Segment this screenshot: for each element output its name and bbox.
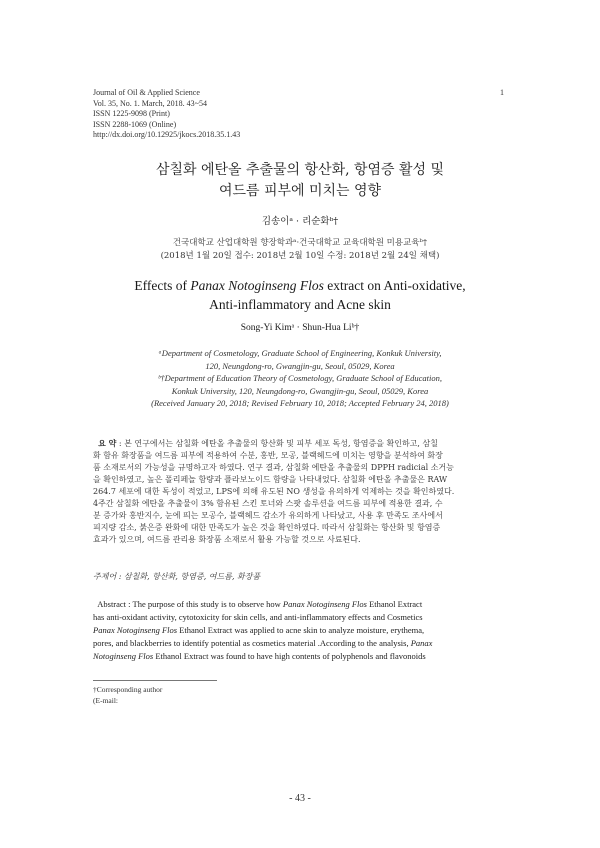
english-affiliation xyxy=(93,347,507,410)
korean-abstract-line: 피지량 감소, 붉은증 완화에 대한 만족도가 높은 것을 확인하였다. 따라서 삼칠화는 항산화 및 항염증 xyxy=(93,523,441,532)
issn-online: ISSN 2288-1069 (Online) xyxy=(93,119,177,129)
affil-a-line1: ᵃDepartment of Cosmetology, Graduate School of Engineering, Konkuk University, xyxy=(158,348,442,358)
abstract-species: Panax Notoginseng Flos xyxy=(282,599,367,609)
english-title-line2: Anti-inflammatory and Acne skin xyxy=(209,297,391,312)
korean-title-line2: 여드름 피부에 미치는 영향 xyxy=(218,183,382,199)
abstract-text: : The purpose of this study is to observe how xyxy=(126,599,283,609)
korean-abstract-line: 품 소재로서의 가능성을 규명하고자 하였다. 연구 결과, 삼칠화 에탄올 추출물의 DPPH radicial 소거능 xyxy=(93,463,454,472)
english-abstract-line1 xyxy=(93,598,507,611)
korean-affiliation-text: 건국대학교 산업대학원 향장학과ᵃ·건국대학교 교육대학원 미용교육ᵇ† xyxy=(172,238,428,248)
abstract-text: Ethanol Extract was applied to acne skin to analyze moisture, erythema, xyxy=(177,625,425,635)
english-title-species: Panax Notoginseng Flos xyxy=(190,278,324,293)
english-abstract xyxy=(93,598,507,663)
korean-authors: 김송이ᵃ · 리순화ᵇ† xyxy=(261,216,339,227)
page-number-bottom: - 43 - xyxy=(289,793,311,804)
footnote-line2: (E-mail: xyxy=(93,696,118,705)
english-received: (Received January 20, 2018; Revised February 10, 2018; Accepted February 24, 2018) xyxy=(151,398,449,408)
korean-title-line1: 삼칠화 에탄올 추출물의 항산화, 항염증 활성 및 xyxy=(155,162,445,178)
english-title-suffix: extract on Anti-oxidative, xyxy=(323,278,466,293)
korean-abstract-text: : 본 연구에서는 삼칠화 에탄올 추출물의 항산화 및 피부 세포 독성, 항염증을 확인하고, 삼칠 xyxy=(118,439,438,448)
abstract-species: Panax xyxy=(410,638,433,648)
affil-b-line1: ᵇ†Department of Education Theory of Cosmetology, Graduate School of Education, xyxy=(158,373,442,383)
english-title-line1 xyxy=(93,276,507,295)
abstract-species: Notoginseng Flos xyxy=(93,651,154,661)
korean-title xyxy=(93,160,507,202)
korean-abstract-line: 화 함유 화장품을 여드름 피부에 적용하여 수분, 홍반, 모공, 블랙헤드에 미치는 영향을 분석하여 화장 xyxy=(93,451,443,460)
abstract-text: pores, and blackberries to identify potential as cosmetics material .According to the analysis, xyxy=(93,638,411,648)
journal-header xyxy=(93,88,240,141)
abstract-species: Panax Notoginseng Flos xyxy=(93,625,178,635)
footnote-line1: †Corresponding author xyxy=(93,685,163,694)
english-authors: Song-Yi Kimᵃ · Shun-Hua Liᵇ† xyxy=(240,323,360,333)
abstract-text: Ethanol Extract was found to have high contents of polyphenols and flavonoids xyxy=(153,651,426,661)
affil-a-line2: 120, Neungdong-ro, Gwangjin-gu, Seoul, 05029, Korea xyxy=(205,360,395,371)
english-abstract-line3 xyxy=(93,624,507,637)
page-number-top: 1 xyxy=(500,88,504,97)
korean-affiliation xyxy=(93,237,507,263)
journal-volume: Vol. 35, No. 1. March, 2018. 43~54 xyxy=(93,98,207,108)
korean-abstract-line xyxy=(93,437,507,450)
korean-abstract-line: 264.7 세포에 대한 독성이 적었고, LPS에 의해 유도된 NO 생성을 유의하게 억제하는 것을 확인하였다. xyxy=(93,487,455,496)
footnote-divider xyxy=(93,680,217,681)
journal-name: Journal of Oil & Applied Science xyxy=(93,88,200,97)
abstract-text: Ethanol Extract xyxy=(366,599,423,609)
korean-received: (2018년 1월 20일 접수: 2018년 2월 10일 수정: 2018년 2월 24일 채택) xyxy=(160,251,440,261)
korean-abstract xyxy=(93,437,507,546)
korean-keywords: 주제어 : 삼칠화, 항산화, 항염증, 여드름, 화장품 xyxy=(93,572,261,581)
english-abstract-label: Abstract xyxy=(97,599,127,609)
english-title-prefix: Effects of xyxy=(134,278,191,293)
english-title xyxy=(93,276,507,314)
english-abstract-line4 xyxy=(93,637,507,650)
korean-abstract-label: 요 약 xyxy=(98,438,117,448)
korean-abstract-line: 효과가 있으며, 여드름 관리용 화장품 소재로서 활용 가능할 것으로 사료된다. xyxy=(93,535,361,544)
issn-print: ISSN 1225-9098 (Print) xyxy=(93,109,170,118)
korean-abstract-line: 4주간 삼칠화 에탄올 추출물이 3% 함유된 스킨 토너와 스팟 솔루션을 여드름 피부에 적용한 결과, 수 xyxy=(93,499,443,508)
affil-b-line2: Konkuk University, 120, Neungdong-ro, Gwangjin-gu, Seoul, 05029, Korea xyxy=(171,385,429,396)
english-abstract-line2: has anti-oxidant activity, cytotoxicity for skin cells, and anti-inflammatory effects and Cosmetics xyxy=(93,612,423,622)
english-abstract-line5 xyxy=(93,650,507,663)
korean-abstract-line: 을 확인하였고, 높은 폴리페놀 함량과 플라보노이드 함량을 나타내었다. 삼칠화 에탄올 추출물은 RAW xyxy=(93,475,448,484)
footnote xyxy=(93,684,162,706)
doi-link[interactable]: http://dx.doi.org/10.12925/jkocs.2018.35.1.43 xyxy=(93,130,241,139)
korean-abstract-line: 분 증가와 홍반지수, 눈에 띄는 모공수, 블랙헤드 감소가 유의하게 나타났고, 사용 후 만족도 조사에서 xyxy=(93,511,443,520)
